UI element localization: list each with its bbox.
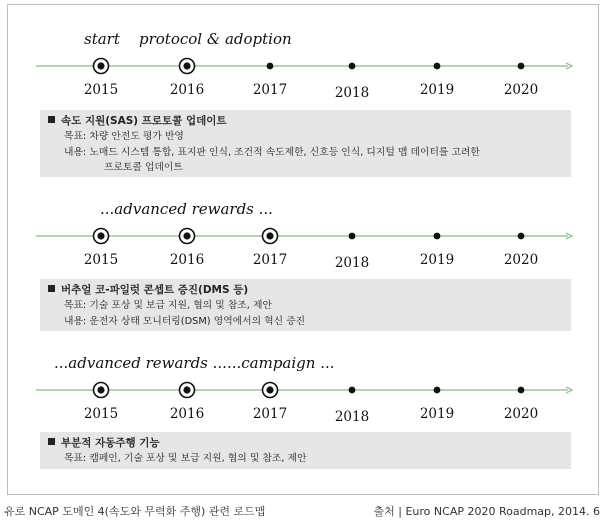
year-label: 2016: [169, 406, 205, 422]
timeline-1: [0, 0, 606, 110]
year-label: 2015: [83, 252, 119, 268]
year-label: 2018: [334, 255, 370, 271]
milestone-dot-icon: [97, 386, 104, 393]
figure-caption: 유로 NCAP 도메인 4(속도와 무력화 주행) 관련 로드맵: [4, 505, 266, 518]
year-label: 2015: [83, 82, 119, 98]
milestone-dot-icon: [183, 386, 190, 393]
milestone-dot-icon: [349, 387, 356, 394]
year-label: 2018: [334, 409, 370, 425]
year-label: 2019: [419, 82, 455, 98]
milestone-dot-icon: [434, 63, 441, 70]
year-label: 2019: [419, 406, 455, 422]
goal-row: 목표: 차량 안전도 평가 반영: [64, 131, 184, 142]
bullet-square-icon: [48, 438, 55, 445]
annotation-protocol: protocol & adoption: [139, 30, 292, 48]
year-label: 2020: [503, 406, 539, 422]
content-row-continued: 프로토콜 업데이트: [104, 162, 183, 173]
annotation-rewards-campaign: ...advanced rewards ......campaign ...: [54, 354, 335, 372]
goal-row: 목표: 기술 포상 및 보급 지원, 협의 및 참조, 제안: [64, 300, 272, 311]
milestone-dot-icon: [434, 387, 441, 394]
year-label: 2017: [252, 406, 288, 422]
milestone-dot-icon: [434, 233, 441, 240]
bullet-square-icon: [48, 116, 55, 123]
year-label: 2020: [503, 252, 539, 268]
timeline-2: [0, 170, 606, 280]
year-label: 2020: [503, 82, 539, 98]
content-row: 내용: 운전자 상태 모니터링(DSM) 영역에서의 혁신 증진: [64, 315, 306, 327]
content-row: 내용: 노매드 시스템 통합, 표지판 인식, 조건적 속도제한, 신호등 인식, 디지털 맵 데이터를 고려한: [64, 146, 480, 158]
milestone-dot-icon: [518, 63, 525, 70]
goal-row: 목표: 캠페인, 기술 포상 및 보급 지원, 협의 및 참조, 제안: [64, 453, 307, 464]
info-title: 부분적 자동주행 기능: [48, 436, 563, 451]
year-label: 2015: [83, 406, 119, 422]
info-title: 속도 지원(SAS) 프로토콜 업데이트: [48, 114, 563, 129]
info-box-1: [40, 110, 571, 177]
info-box-3: [40, 432, 571, 469]
year-label: 2018: [334, 85, 370, 101]
year-label: 2016: [169, 82, 205, 98]
milestone-dot-icon: [183, 62, 190, 69]
milestone-dot-icon: [97, 62, 104, 69]
milestone-dot-icon: [349, 233, 356, 240]
milestone-dot-icon: [267, 63, 274, 70]
timeline-3: [0, 324, 606, 434]
info-title: 버추얼 코-파일럿 콘셉트 증진(DMS 등): [48, 283, 563, 298]
milestone-dot-icon: [518, 387, 525, 394]
milestone-dot-icon: [97, 232, 104, 239]
milestone-dot-icon: [266, 386, 273, 393]
year-label: 2017: [252, 252, 288, 268]
annotation-advanced-rewards: ...advanced rewards ...: [100, 200, 273, 218]
milestone-dot-icon: [349, 63, 356, 70]
year-label: 2019: [419, 252, 455, 268]
year-label: 2017: [252, 82, 288, 98]
annotation-start: start: [84, 30, 120, 48]
milestone-dot-icon: [266, 232, 273, 239]
bullet-square-icon: [48, 285, 55, 292]
source-credit: 출처 | Euro NCAP 2020 Roadmap, 2014. 6: [373, 505, 600, 518]
milestone-dot-icon: [518, 233, 525, 240]
milestone-dot-icon: [183, 232, 190, 239]
year-label: 2016: [169, 252, 205, 268]
